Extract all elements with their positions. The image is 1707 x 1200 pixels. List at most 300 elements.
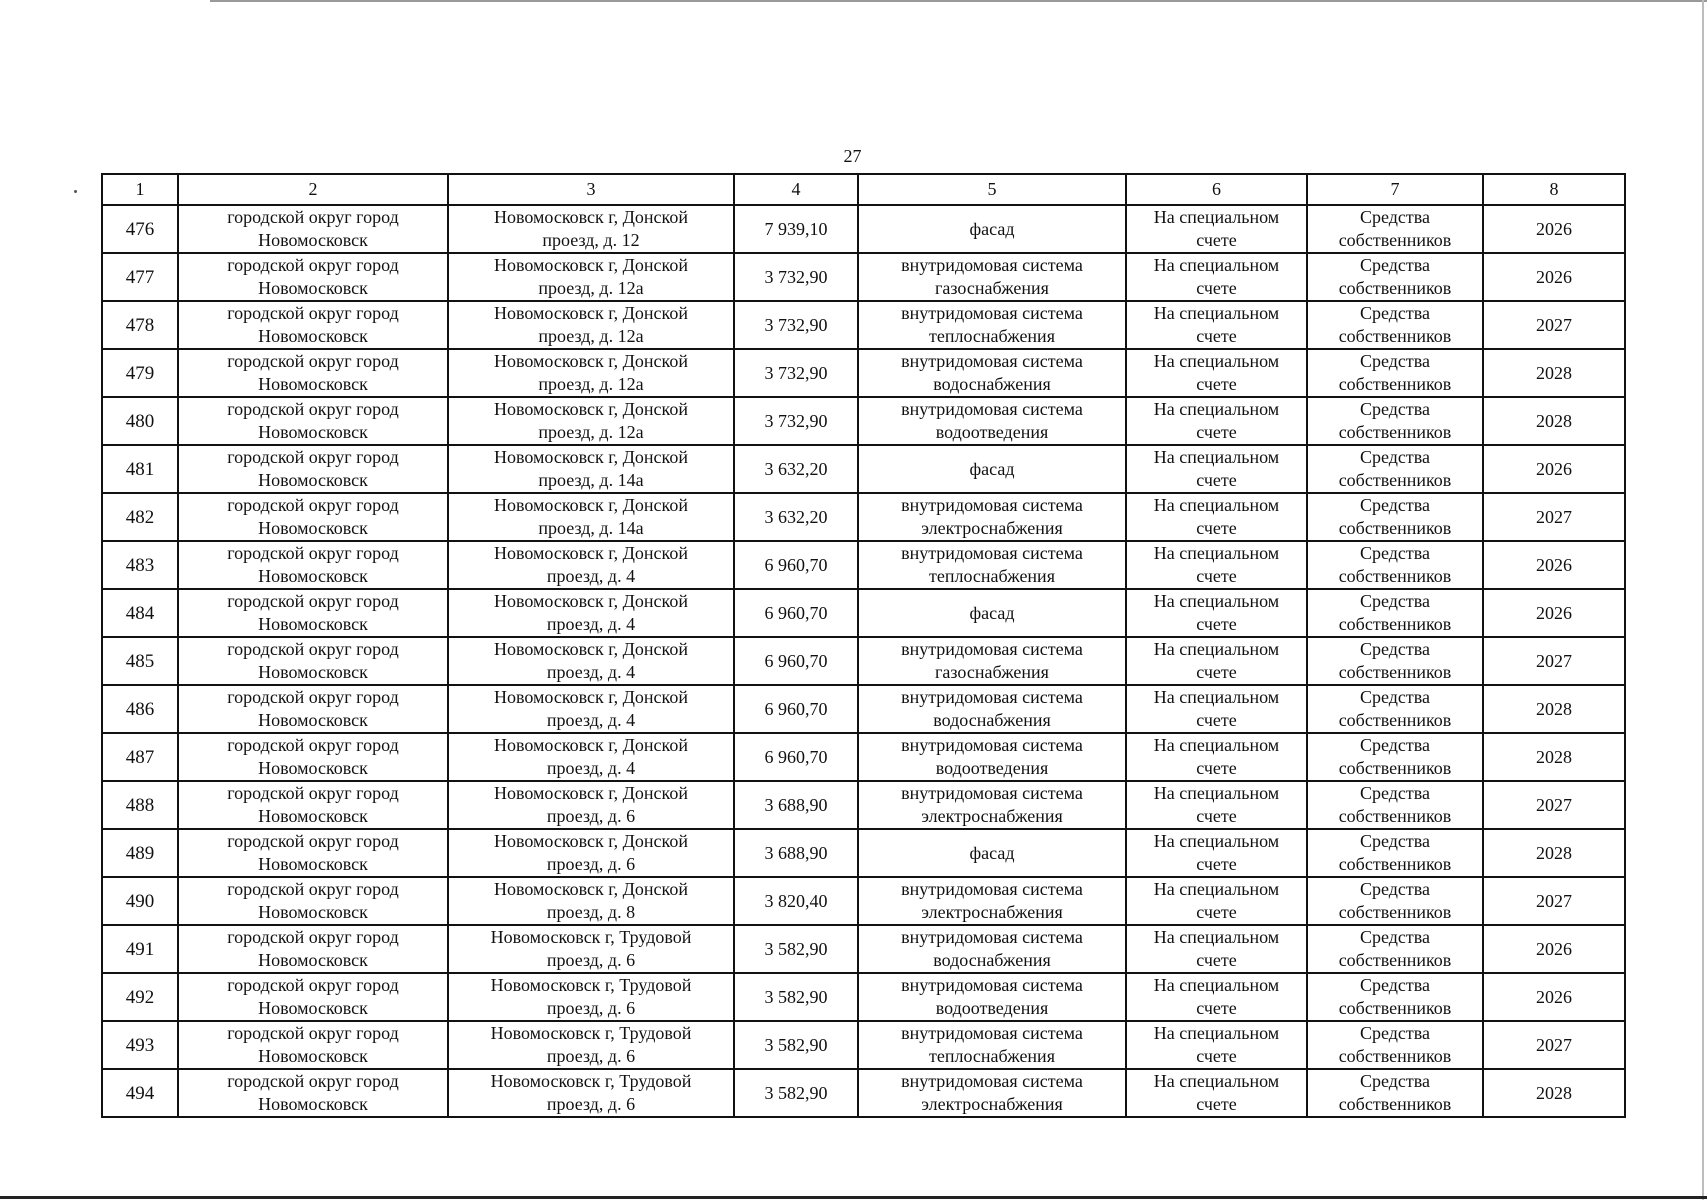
funding-source-line: Средства — [1359, 303, 1431, 323]
municipality-line: Новомосковск — [258, 950, 368, 970]
address-line: Новомосковск г, Донской — [493, 303, 689, 323]
header-cell-1: 1 — [102, 174, 178, 205]
row-number-cell: 476 — [102, 205, 178, 253]
account-type-line: счете — [1196, 422, 1237, 442]
work-type-line: электроснабжения — [921, 806, 1063, 826]
account-type-line: На специальном — [1153, 1071, 1280, 1091]
work-type-line: фасад — [969, 458, 1015, 479]
account-type-cell — [1126, 349, 1307, 397]
header-cell-6: 6 — [1126, 174, 1307, 205]
header-cell-4: 4 — [734, 174, 858, 205]
account-type-line: счете — [1196, 854, 1237, 874]
municipality-cell — [178, 685, 448, 733]
header-cell-3: 3 — [448, 174, 734, 205]
municipality-cell — [178, 877, 448, 925]
scan-edge-bottom — [0, 1196, 1707, 1199]
work-type-cell — [858, 829, 1126, 877]
address-cell — [448, 1021, 734, 1069]
work-type-line: водоснабжения — [933, 710, 1051, 730]
municipality-cell — [178, 973, 448, 1021]
municipality-cell — [178, 637, 448, 685]
account-type-line: На специальном — [1153, 591, 1280, 611]
work-type-line: газоснабжения — [935, 278, 1049, 298]
row-number-cell: 481 — [102, 445, 178, 493]
area-cell: 6 960,70 — [734, 637, 858, 685]
work-type-line: внутридомовая система — [901, 687, 1083, 707]
account-type-cell — [1126, 493, 1307, 541]
table-row — [102, 589, 1625, 637]
municipality-line: Новомосковск — [258, 422, 368, 442]
row-number-cell: 485 — [102, 637, 178, 685]
area-cell: 3 632,20 — [734, 493, 858, 541]
header-cell-7: 7 — [1307, 174, 1483, 205]
municipality-cell — [178, 301, 448, 349]
funding-source-line: Средства — [1359, 207, 1431, 227]
funding-source-line: собственников — [1338, 806, 1452, 826]
work-type-line: водоснабжения — [933, 950, 1051, 970]
area-cell: 3 732,90 — [734, 301, 858, 349]
account-type-cell — [1126, 445, 1307, 493]
table-row — [102, 637, 1625, 685]
municipality-line: Новомосковск — [258, 998, 368, 1018]
address-line: проезд, д. 4 — [546, 710, 636, 730]
address-line: Новомосковск г, Донской — [493, 495, 689, 515]
work-type-line: внутридомовая система — [901, 927, 1083, 947]
account-type-line: На специальном — [1153, 543, 1280, 563]
account-type-cell — [1126, 685, 1307, 733]
address-line: Новомосковск г, Донской — [493, 207, 689, 227]
work-type-cell — [858, 877, 1126, 925]
address-cell — [448, 829, 734, 877]
year-cell: 2027 — [1483, 637, 1625, 685]
row-number-cell: 478 — [102, 301, 178, 349]
funding-source-line: Средства — [1359, 831, 1431, 851]
account-type-cell — [1126, 925, 1307, 973]
municipality-line: городской округ город — [227, 207, 399, 227]
address-line: проезд, д. 6 — [546, 950, 636, 970]
area-cell: 3 732,90 — [734, 253, 858, 301]
row-number-cell: 483 — [102, 541, 178, 589]
work-type-line: внутридомовая система — [901, 543, 1083, 563]
year-cell: 2026 — [1483, 973, 1625, 1021]
account-type-line: На специальном — [1153, 351, 1280, 371]
address-line: Новомосковск г, Трудовой — [490, 975, 692, 995]
address-cell — [448, 685, 734, 733]
work-type-line: внутридомовая система — [901, 975, 1083, 995]
area-cell: 6 960,70 — [734, 733, 858, 781]
account-type-line: На специальном — [1153, 447, 1280, 467]
address-line: Новомосковск г, Донской — [493, 783, 689, 803]
funding-source-cell — [1307, 301, 1483, 349]
address-line: Новомосковск г, Донской — [493, 591, 689, 611]
funding-source-line: собственников — [1338, 998, 1452, 1018]
year-cell: 2027 — [1483, 1021, 1625, 1069]
funding-source-line: собственников — [1338, 758, 1452, 778]
municipality-cell — [178, 541, 448, 589]
table-row — [102, 301, 1625, 349]
address-line: проезд, д. 8 — [546, 902, 636, 922]
year-cell: 2026 — [1483, 541, 1625, 589]
funding-source-cell — [1307, 685, 1483, 733]
address-cell — [448, 781, 734, 829]
header-cell-5: 5 — [858, 174, 1126, 205]
funding-source-line: собственников — [1338, 710, 1452, 730]
account-type-line: счете — [1196, 326, 1237, 346]
year-cell: 2027 — [1483, 877, 1625, 925]
account-type-cell — [1126, 637, 1307, 685]
funding-source-cell — [1307, 205, 1483, 253]
year-cell: 2026 — [1483, 925, 1625, 973]
account-type-line: На специальном — [1153, 735, 1280, 755]
work-type-cell — [858, 1069, 1126, 1117]
funding-source-line: собственников — [1338, 1094, 1452, 1114]
address-cell — [448, 541, 734, 589]
municipality-line: Новомосковск — [258, 374, 368, 394]
work-type-line: теплоснабжения — [929, 1046, 1055, 1066]
work-type-line: внутридомовая система — [901, 783, 1083, 803]
scan-edge-right — [1702, 0, 1704, 1200]
year-cell: 2026 — [1483, 253, 1625, 301]
funding-source-line: Средства — [1359, 495, 1431, 515]
row-number-cell: 477 — [102, 253, 178, 301]
municipality-line: городской округ город — [227, 927, 399, 947]
funding-source-cell — [1307, 973, 1483, 1021]
account-type-line: На специальном — [1153, 639, 1280, 659]
address-line: проезд, д. 14а — [538, 470, 644, 490]
work-type-line: фасад — [969, 602, 1015, 623]
work-type-cell — [858, 733, 1126, 781]
municipality-line: городской округ город — [227, 303, 399, 323]
account-type-line: счете — [1196, 662, 1237, 682]
work-type-line: внутридомовая система — [901, 351, 1083, 371]
area-cell: 3 820,40 — [734, 877, 858, 925]
funding-source-cell — [1307, 349, 1483, 397]
funding-source-line: Средства — [1359, 879, 1431, 899]
work-type-line: фасад — [969, 842, 1015, 863]
municipality-line: городской округ город — [227, 399, 399, 419]
address-line: проезд, д. 4 — [546, 758, 636, 778]
municipality-line: Новомосковск — [258, 614, 368, 634]
municipality-line: Новомосковск — [258, 566, 368, 586]
municipality-line: городской округ город — [227, 495, 399, 515]
row-number-cell: 488 — [102, 781, 178, 829]
area-cell: 7 939,10 — [734, 205, 858, 253]
area-cell: 3 688,90 — [734, 781, 858, 829]
municipality-line: городской округ город — [227, 591, 399, 611]
area-cell: 3 732,90 — [734, 397, 858, 445]
funding-source-line: Средства — [1359, 591, 1431, 611]
address-line: Новомосковск г, Донской — [493, 447, 689, 467]
work-type-line: внутридомовая система — [901, 735, 1083, 755]
address-line: Новомосковск г, Донской — [493, 831, 689, 851]
account-type-line: На специальном — [1153, 303, 1280, 323]
address-line: проезд, д. 4 — [546, 566, 636, 586]
work-type-cell — [858, 925, 1126, 973]
work-type-cell — [858, 397, 1126, 445]
address-cell — [448, 637, 734, 685]
account-type-line: счете — [1196, 902, 1237, 922]
funding-source-line: собственников — [1338, 230, 1452, 250]
funding-source-line: Средства — [1359, 1023, 1431, 1043]
work-type-cell — [858, 589, 1126, 637]
account-type-line: счете — [1196, 758, 1237, 778]
funding-source-cell — [1307, 733, 1483, 781]
funding-source-line: собственников — [1338, 566, 1452, 586]
account-type-cell — [1126, 1021, 1307, 1069]
account-type-line: На специальном — [1153, 831, 1280, 851]
municipality-line: Новомосковск — [258, 854, 368, 874]
year-cell: 2028 — [1483, 829, 1625, 877]
municipality-line: городской округ город — [227, 255, 399, 275]
account-type-line: счете — [1196, 806, 1237, 826]
account-type-line: счете — [1196, 950, 1237, 970]
table-row — [102, 445, 1625, 493]
table-row — [102, 541, 1625, 589]
area-cell: 3 732,90 — [734, 349, 858, 397]
work-type-line: теплоснабжения — [929, 326, 1055, 346]
header-row — [102, 174, 1625, 205]
municipality-line: городской округ город — [227, 543, 399, 563]
municipality-line: городской округ город — [227, 1023, 399, 1043]
year-cell: 2028 — [1483, 397, 1625, 445]
municipality-line: городской округ город — [227, 783, 399, 803]
work-type-cell — [858, 493, 1126, 541]
address-line: проезд, д. 6 — [546, 1094, 636, 1114]
scan-edge-top — [210, 0, 1707, 2]
year-cell: 2028 — [1483, 685, 1625, 733]
municipality-line: городской округ город — [227, 831, 399, 851]
work-type-cell — [858, 1021, 1126, 1069]
row-number-cell: 482 — [102, 493, 178, 541]
work-type-cell — [858, 541, 1126, 589]
funding-source-line: Средства — [1359, 927, 1431, 947]
work-type-line: водоснабжения — [933, 374, 1051, 394]
row-number-cell: 492 — [102, 973, 178, 1021]
funding-source-cell — [1307, 637, 1483, 685]
table-row — [102, 1069, 1625, 1117]
funding-source-line: Средства — [1359, 399, 1431, 419]
funding-source-line: Средства — [1359, 735, 1431, 755]
account-type-line: На специальном — [1153, 255, 1280, 275]
table-row — [102, 397, 1625, 445]
address-line: проезд, д. 6 — [546, 998, 636, 1018]
address-cell — [448, 301, 734, 349]
account-type-cell — [1126, 205, 1307, 253]
header-cell-8: 8 — [1483, 174, 1625, 205]
address-line: Новомосковск г, Трудовой — [490, 927, 692, 947]
funding-source-cell — [1307, 445, 1483, 493]
account-type-cell — [1126, 589, 1307, 637]
account-type-cell — [1126, 829, 1307, 877]
year-cell: 2027 — [1483, 781, 1625, 829]
account-type-line: На специальном — [1153, 975, 1280, 995]
address-line: Новомосковск г, Трудовой — [490, 1023, 692, 1043]
scan-speck — [74, 190, 77, 193]
municipality-line: городской округ город — [227, 975, 399, 995]
account-type-cell — [1126, 397, 1307, 445]
work-type-line: внутридомовая система — [901, 879, 1083, 899]
funding-source-cell — [1307, 589, 1483, 637]
municipality-cell — [178, 253, 448, 301]
funding-source-cell — [1307, 781, 1483, 829]
work-type-cell — [858, 349, 1126, 397]
account-type-line: счете — [1196, 374, 1237, 394]
address-cell — [448, 205, 734, 253]
work-type-cell — [858, 781, 1126, 829]
funding-source-line: Средства — [1359, 975, 1431, 995]
address-line: проезд, д. 6 — [546, 1046, 636, 1066]
row-number-cell: 494 — [102, 1069, 178, 1117]
account-type-line: счете — [1196, 1046, 1237, 1066]
municipality-cell — [178, 205, 448, 253]
table-row — [102, 877, 1625, 925]
work-type-line: внутридомовая система — [901, 1023, 1083, 1043]
row-number-cell: 486 — [102, 685, 178, 733]
funding-source-line: Средства — [1359, 783, 1431, 803]
work-type-line: электроснабжения — [921, 1094, 1063, 1114]
table-row — [102, 253, 1625, 301]
year-cell: 2027 — [1483, 301, 1625, 349]
municipality-cell — [178, 1021, 448, 1069]
municipality-cell — [178, 397, 448, 445]
municipality-line: городской округ город — [227, 687, 399, 707]
address-cell — [448, 349, 734, 397]
municipality-line: городской округ город — [227, 879, 399, 899]
account-type-line: счете — [1196, 1094, 1237, 1114]
account-type-cell — [1126, 253, 1307, 301]
address-line: проезд, д. 12а — [538, 278, 644, 298]
address-line: проезд, д. 4 — [546, 662, 636, 682]
work-type-line: водоотведения — [935, 998, 1049, 1018]
funding-source-line: Средства — [1359, 1071, 1431, 1091]
area-cell: 3 632,20 — [734, 445, 858, 493]
account-type-cell — [1126, 877, 1307, 925]
municipality-line: Новомосковск — [258, 662, 368, 682]
repair-schedule-table — [101, 173, 1626, 1118]
municipality-line: Новомосковск — [258, 710, 368, 730]
work-type-line: водоотведения — [935, 758, 1049, 778]
work-type-cell — [858, 301, 1126, 349]
address-line: проезд, д. 6 — [546, 806, 636, 826]
municipality-line: городской округ город — [227, 447, 399, 467]
municipality-cell — [178, 589, 448, 637]
address-cell — [448, 445, 734, 493]
work-type-line: внутридомовая система — [901, 1071, 1083, 1091]
funding-source-cell — [1307, 1021, 1483, 1069]
work-type-cell — [858, 973, 1126, 1021]
area-cell: 3 688,90 — [734, 829, 858, 877]
funding-source-line: собственников — [1338, 614, 1452, 634]
work-type-cell — [858, 445, 1126, 493]
account-type-line: счете — [1196, 566, 1237, 586]
funding-source-line: Средства — [1359, 639, 1431, 659]
address-line: Новомосковск г, Донской — [493, 687, 689, 707]
table-row — [102, 1021, 1625, 1069]
work-type-cell — [858, 205, 1126, 253]
account-type-line: На специальном — [1153, 687, 1280, 707]
year-cell: 2027 — [1483, 493, 1625, 541]
account-type-line: На специальном — [1153, 927, 1280, 947]
address-cell — [448, 1069, 734, 1117]
address-cell — [448, 973, 734, 1021]
municipality-cell — [178, 445, 448, 493]
area-cell: 6 960,70 — [734, 685, 858, 733]
account-type-line: счете — [1196, 278, 1237, 298]
account-type-line: На специальном — [1153, 1023, 1280, 1043]
municipality-line: городской округ город — [227, 1071, 399, 1091]
work-type-line: газоснабжения — [935, 662, 1049, 682]
area-cell: 3 582,90 — [734, 1021, 858, 1069]
table-row — [102, 973, 1625, 1021]
address-line: проезд, д. 12а — [538, 374, 644, 394]
work-type-line: внутридомовая система — [901, 399, 1083, 419]
funding-source-cell — [1307, 925, 1483, 973]
row-number-cell: 484 — [102, 589, 178, 637]
row-number-cell: 487 — [102, 733, 178, 781]
municipality-cell — [178, 781, 448, 829]
municipality-line: городской округ город — [227, 639, 399, 659]
municipality-line: городской округ город — [227, 351, 399, 371]
account-type-line: На специальном — [1153, 783, 1280, 803]
work-type-line: фасад — [969, 218, 1015, 239]
table-row — [102, 493, 1625, 541]
table-row — [102, 205, 1625, 253]
year-cell: 2026 — [1483, 445, 1625, 493]
funding-source-line: Средства — [1359, 543, 1431, 563]
row-number-cell: 480 — [102, 397, 178, 445]
municipality-line: Новомосковск — [258, 326, 368, 346]
municipality-line: Новомосковск — [258, 230, 368, 250]
area-cell: 6 960,70 — [734, 589, 858, 637]
municipality-line: Новомосковск — [258, 278, 368, 298]
table-row — [102, 829, 1625, 877]
funding-source-cell — [1307, 397, 1483, 445]
funding-source-line: собственников — [1338, 854, 1452, 874]
address-line: Новомосковск г, Донской — [493, 255, 689, 275]
year-cell: 2028 — [1483, 349, 1625, 397]
municipality-cell — [178, 349, 448, 397]
work-type-line: внутридомовая система — [901, 639, 1083, 659]
account-type-line: На специальном — [1153, 207, 1280, 227]
row-number-cell: 489 — [102, 829, 178, 877]
address-line: проезд, д. 6 — [546, 854, 636, 874]
account-type-cell — [1126, 733, 1307, 781]
row-number-cell: 491 — [102, 925, 178, 973]
municipality-line: Новомосковск — [258, 902, 368, 922]
account-type-line: счете — [1196, 710, 1237, 730]
address-line: проезд, д. 14а — [538, 518, 644, 538]
municipality-line: городской округ город — [227, 735, 399, 755]
area-cell: 3 582,90 — [734, 925, 858, 973]
address-line: проезд, д. 12а — [538, 326, 644, 346]
address-cell — [448, 493, 734, 541]
address-line: проезд, д. 4 — [546, 614, 636, 634]
row-number-cell: 479 — [102, 349, 178, 397]
address-line: проезд, д. 12 — [542, 230, 640, 250]
funding-source-line: собственников — [1338, 902, 1452, 922]
funding-source-line: Средства — [1359, 255, 1431, 275]
address-line: проезд, д. 12а — [538, 422, 644, 442]
municipality-line: Новомосковск — [258, 806, 368, 826]
funding-source-cell — [1307, 253, 1483, 301]
account-type-line: счете — [1196, 518, 1237, 538]
account-type-line: счете — [1196, 230, 1237, 250]
municipality-cell — [178, 829, 448, 877]
municipality-cell — [178, 493, 448, 541]
account-type-cell — [1126, 1069, 1307, 1117]
work-type-line: водоотведения — [935, 422, 1049, 442]
municipality-cell — [178, 733, 448, 781]
